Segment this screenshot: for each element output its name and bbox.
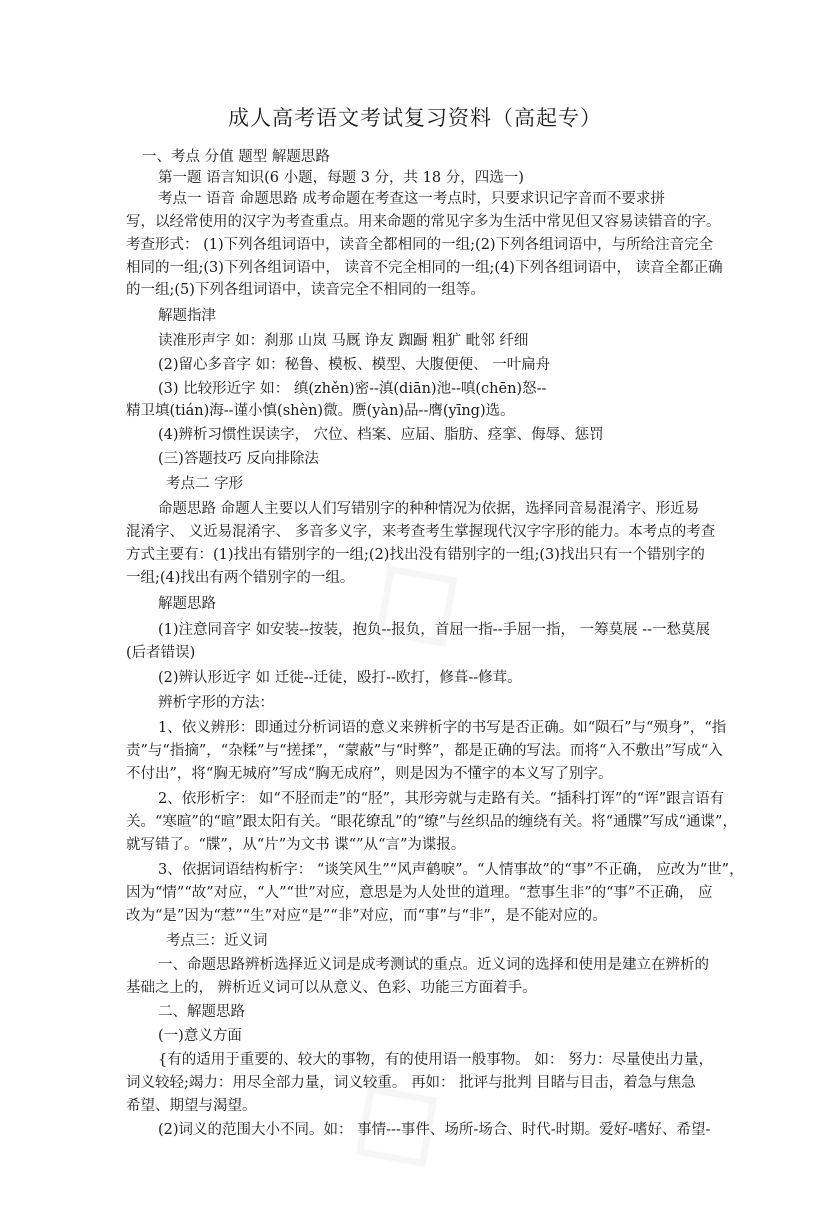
text-line: (2)留心多音字 如：秘鲁、模板、模型、大腹便便、 一叶扁舟 <box>158 357 551 373</box>
text-line: 关。“寒暄”的“暄”跟太阳有关。“眼花缭乱”的“缭”与丝织品的缠绕有关。将“通牒”写成“通谍”， <box>126 814 737 830</box>
text-line: 就写错了。“牒”，从“片”为文书 谍“”从“言”为谍报。 <box>126 837 466 853</box>
text-line: 读准形声字 如：刹那 山岚 马厩 诤友 踟蹰 粗犷 毗邻 纤细 <box>158 333 529 349</box>
document-title: 成人高考语文考试复习资料（高起专） <box>228 106 602 130</box>
text-line: (4)辨析习惯性误读字， 穴位、档案、应届、脂肪、痉挛、侮辱、惩罚 <box>158 427 604 443</box>
section-heading: 一、考点 分值 题型 解题思路 <box>142 149 330 165</box>
text-line: 精卫填(tián)海--谨小慎(shèn)微。赝(yàn)品--膺(yīng)选。 <box>126 403 515 419</box>
text-line: 辨析字形的方法： <box>158 695 274 711</box>
text-line: 写，以经常使用的汉字为考查重点。用来命题的常见字多为生活中常见但又容易读错音的字。 <box>126 214 721 230</box>
text-line: 一、命题思路辨析选择近义词是成考测试的重点。近义词的选择和使用是建立在辨析的 <box>158 957 709 973</box>
text-line: 相同的一组;(3)下列各组词语中， 读音不完全相同的一组;(4)下列各组词语中， 读音全都正确 <box>126 260 723 276</box>
text-line: 词义较轻;竭力：用尽全部力量，词义较重。 再如： 批评与批判 目睹与目击，着急与焦急 <box>126 1075 696 1091</box>
subheading: 考点二 字形 <box>166 476 244 492</box>
text-line: 1、依义辨形：即通过分析词语的意义来辨析字的书写是否正确。如“陨石”与“殒身”，“指 <box>158 720 727 736</box>
text-line: {有的适用于重要的、较大的事物，有的使用语一般事物。 如： 努力：尽量使出力量， <box>158 1052 713 1068</box>
text-line: 3、依据词语结构析字： “谈笑风生”“风声鹤唳”。“人情事故”的“事”不正确， 应改为“世”， <box>158 862 744 878</box>
text-line: 一组;(4)找出有两个错别字的一组。 <box>126 570 355 586</box>
text-line: 混淆字、 义近易混淆字、 多音多义字，来考查考生掌握现代汉字字形的能力。本考点的考查 <box>126 524 716 540</box>
subheading: 解题思路 <box>158 596 216 612</box>
subheading: 二、解题思路 <box>158 1004 245 1020</box>
subheading: 考点三：近义词 <box>166 933 268 949</box>
text-line: (后者错误) <box>126 645 196 661</box>
text-line: 方式主要有：(1)找出有错别字的一组;(2)找出没有错别字的一组;(3)找出只有一个错别字的 <box>126 547 705 563</box>
text-line: 基础之上的， 辨析近义词可以从意义、色彩、功能三方面着手。 <box>126 980 537 996</box>
text-line: 2、依形析字： 如“不胫而走”的“胫”，其形旁就与走路有关。“插科打诨”的“诨”跟言语有 <box>158 791 725 807</box>
text-line: 改为“是”因为“惹”“生”对应“是”“非”对应，而“事”与“非”，是不能对应的。 <box>126 908 607 924</box>
text-line: 责”与“指摘”，“杂糅”与“搓揉”，“蒙蔽”与“时弊”，都是正确的写法。而将“入不敷出”写成“入 <box>126 743 723 759</box>
text-line: 希望、期望与渴望。 <box>126 1098 257 1114</box>
text-line: (三)答题技巧 反向排除法 <box>158 451 319 467</box>
text-line: (2)辨认形近字 如 迁徙--迁徒，殴打--欧打，修葺--修茸。 <box>158 670 522 686</box>
text-line: 因为“情”“故”对应，“人”“世”对应，意思是为人处世的道理。“惹事生非”的“事”不正确， 应 <box>126 885 713 901</box>
text-line: 第一题 语言知识(6 小题，每题 3 分，共 18 分，四选一) <box>158 170 524 186</box>
text-line: 命题思路 命题人主要以人们写错别字的种种情况为依据，选择同音易混淆字、形近易 <box>158 501 700 517</box>
text-line: 的一组;(5)下列各组词语中，读音完全不相同的一组等。 <box>126 282 485 298</box>
text-line: 考点一 语音 命题思路 成考命题在考查这一考点时，只要求识记字音而不要求拼 <box>158 191 665 207</box>
text-line: 考查形式： (1)下列各组词语中，读音全都相同的一组;(2)下列各组词语中，与所给注音完全 <box>126 237 714 253</box>
subheading: 解题指津 <box>158 308 216 324</box>
text-line: (1)注意同音字 如安装--按装，抱负--报负，首屈一指--手屈一指， 一筹莫展 --一愁莫展 <box>158 622 711 638</box>
text-line: (一)意义方面 <box>158 1028 242 1044</box>
text-line: (3) 比较形近字 如： 缜(zhěn)密--滇(diān)池--嗔(chēn)怒-- <box>158 381 547 397</box>
text-line: (2)词义的范围大小不同。如： 事情---事件、场所-场合、时代-时期。爱好-嗜好、希望- <box>158 1122 711 1138</box>
text-line: 不付出”，将“胸无城府”写成“胸无成府”，则是因为不懂字的本义写了别字。 <box>126 766 613 782</box>
